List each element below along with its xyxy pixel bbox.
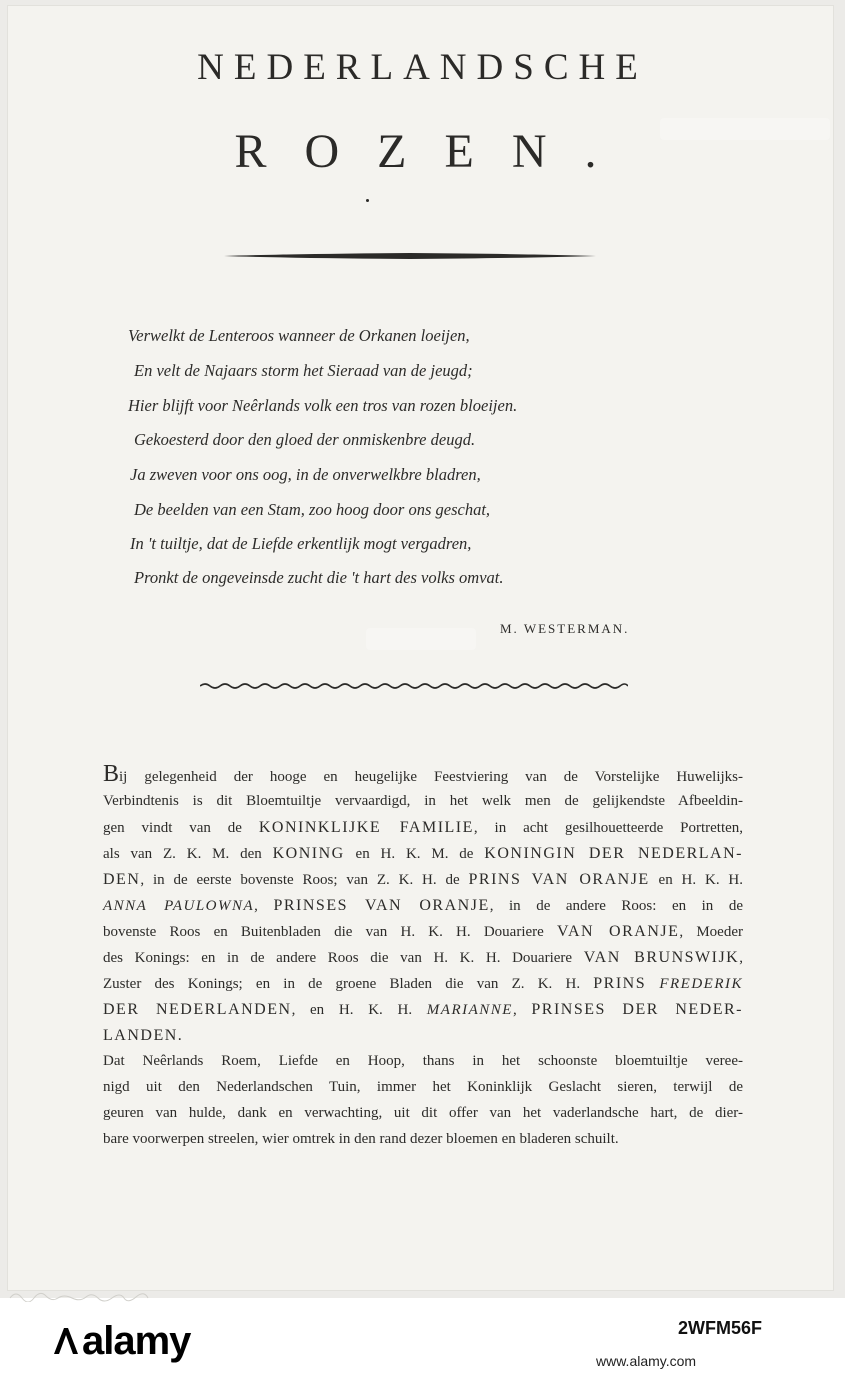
drop-cap: B: [103, 761, 120, 787]
paragraph1-line: bovenste Roos en Buitenbladen die van H. K. H. Douariere VAN ORANJE, Moeder: [103, 923, 743, 940]
thick-divider-rule: [224, 252, 596, 260]
paragraph2-line: nigd uit den Nederlandschen Tuin, immer het Koninklijk Geslacht sieren, terwijl de: [103, 1079, 743, 1095]
paragraph2-line: Dat Neêrlands Roem, Liefde en Hoop, thans in het schoonste bloemtuiltje veree-: [103, 1053, 743, 1069]
watermark: [366, 622, 536, 663]
paragraph1-line: des Konings: en in de andere Roos die van H. K. H. Douariere VAN BRUNSWIJK,: [103, 949, 743, 966]
poem-author: M. WESTERMAN.: [500, 621, 630, 636]
poem-line: In 't tuiltje, dat de Liefde erkentlijk mogt vergadren,: [130, 534, 472, 553]
watermark: [660, 112, 830, 153]
alamy-a-icon: [52, 1324, 80, 1358]
paragraph1-line: Verbindtenis is dit Bloemtuiltje vervaardigd, in het welk men de gelijkendste Afbeeldin-: [103, 793, 743, 809]
pencil-note: [8, 1288, 228, 1305]
paragraph1-line: DER NEDERLANDEN, en H. K. H. MARIANNE, PRINSES DER NEDER-: [103, 1001, 744, 1018]
paragraph1-line: Bij gelegenheid der hooge en heugelijke Feestviering van de Vorstelijke Huwelijks-: [103, 761, 743, 787]
page-title: NEDERLANDSCHE: [197, 47, 648, 88]
poem-line: Verwelkt de Lenteroos wanneer de Orkanen loeijen,: [128, 326, 470, 345]
image-id: 2WFM56F: [678, 1318, 763, 1338]
paragraph1-line: LANDEN.: [103, 1027, 184, 1044]
poem-line: De beelden van een Stam, zoo hoog door ons geschat,: [134, 500, 491, 519]
page-subtitle: ROZEN.: [234, 125, 635, 178]
paragraph1-line: ANNA PAULOWNA, PRINSES VAN ORANJE, in de andere Roos: en in de: [103, 897, 744, 914]
paragraph1-line: Zuster des Konings; en in de groene Bladen die van Z. K. H. PRINS FREDERIK: [103, 975, 743, 992]
poem-line: Hier blijft voor Neêrlands volk een tros van rozen bloeijen.: [128, 396, 518, 415]
wavy-divider-rule: [200, 681, 628, 691]
poem-line: En velt de Najaars storm het Sieraad van de jeugd;: [134, 361, 473, 380]
poem-line: Gekoesterd door den gloed der onmiskenbre deugd.: [134, 430, 476, 449]
poem-line: Ja zweven voor ons oog, in de onverwelkbre bladren,: [130, 465, 481, 484]
ink-dot: [366, 199, 369, 202]
paragraph1-line: DEN, in de eerste bovenste Roos; van Z. K. H. de PRINS VAN ORANJE en H. K. H.: [103, 871, 744, 888]
alamy-logo: alamy: [52, 1319, 190, 1364]
paragraph2-line: bare voorwerpen streelen, wier omtrek in den rand dezer bloemen en bladeren schuilt.: [103, 1131, 619, 1147]
paragraph1-line: gen vindt van de KONINKLIJKE FAMILIE, in acht gesilhouetteerde Portretten,: [103, 819, 744, 836]
paragraph1-line: als van Z. K. M. den KONING en H. K. M. de KONINGIN DER NEDERLAN-: [103, 845, 743, 862]
stock-url[interactable]: www.alamy.com: [596, 1353, 697, 1369]
paragraph2-line: geuren van hulde, dank en verwachting, uit dit offer van het vaderlandsche hart, de dier-: [103, 1105, 743, 1121]
poem-line: Pronkt de ongeveinsde zucht die 't hart des volks omvat.: [134, 568, 504, 587]
